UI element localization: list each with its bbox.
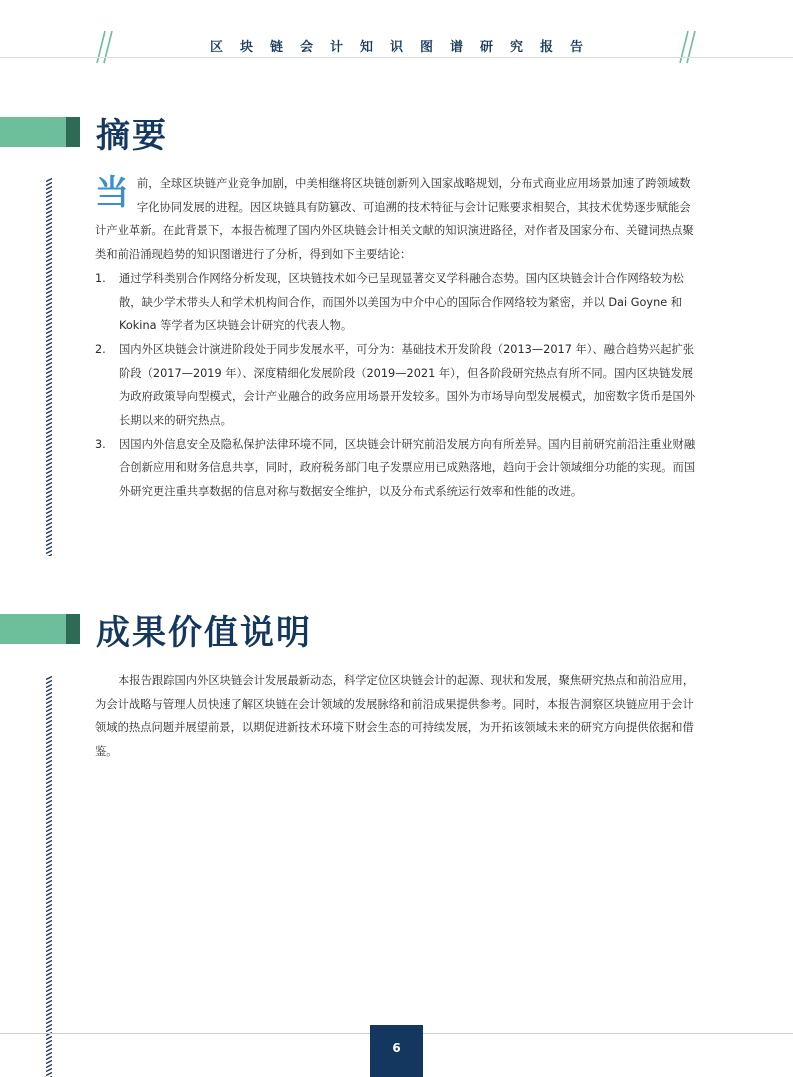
- list-item-text: 通过学科类别合作网络分析发现，区块链技术如今已呈现显著交叉学科融合态势。国内区块链会计合作网络较为松散，缺少学术带头人和学术机构间合作，而国外以美国为中介中心的国际合作网络较为紧密，并以 Dai Goyne 和 Kokina 等学者为区块链会计研究的代表人物。: [119, 271, 684, 333]
- value-paragraph: 本报告跟踪国内外区块链会计发展最新动态，科学定位区块链会计的起源、现状和发展，聚焦研究热点和前沿应用，为会计战略与管理人员快速了解区块链在会计领域的发展脉络和前沿成果提供参考。同时，本报告洞察区块链应用于会计领域的热点问题并展望前景，以期促进新技术环境下财会生态的可持续发展，为开拓该领域未来的研究方向提供依据和借鉴。: [95, 674, 695, 759]
- page-number: 6: [370, 1025, 423, 1077]
- list-item-number: 1.: [95, 271, 106, 285]
- side-rail-decoration: [46, 178, 52, 556]
- section-marker-abstract: [0, 117, 80, 147]
- list-item: [95, 433, 700, 504]
- section-marker-value: [0, 614, 80, 644]
- list-item-number: 3.: [95, 437, 106, 451]
- side-rail-decoration-lower: [46, 676, 52, 1077]
- list-item-text: 因国内外信息安全及隐私保护法律环境不同，区块链会计研究前沿发展方向有所差异。国内目前研究前沿注重业财融合创新应用和财务信息共享，同时，政府税务部门电子发票应用已成熟落地，趋向于会计领域细分功能的实现。而国外研究更注重共享数据的信息对称与数据安全维护，以及分布式系统运行效率和性能的改进。: [119, 437, 696, 499]
- value-body: [95, 669, 700, 764]
- abstract-intro-paragraph: 前，全球区块链产业竞争加剧，中美相继将区块链创新列入国家战略规划，分布式商业应用场景加速了跨领域数字化协同发展的进程。因区块链具有防篡改、可追溯的技术特征与会计记账要求相契合，其技术优势逐步赋能会计产业革新。在此背景下，本报告梳理了国内外区块链会计相关文献的知识演进路径，对作者及国家分布、关键词热点聚类和前沿涌现趋势的知识图谱进行了分析，得到如下主要结论：: [95, 177, 694, 262]
- header-divider: [0, 57, 793, 58]
- dropcap-letter: 当: [95, 173, 129, 213]
- list-item-text: 国内外区块链会计演进阶段处于同步发展水平，可分为：基础技术开发阶段（2013—2017 年）、融合趋势兴起扩张阶段（2017—2019 年）、深度精细化发展阶段（2019—2021 年），但各阶段研究热点有所不同。国内区块链发展为政府政策导向型模式，会计产业融合的政务应用场景开发较多。国外为市场导向型发展模式，加密数字货币是国外长期以来的研究热点。: [119, 342, 696, 428]
- conclusion-list: [95, 267, 700, 504]
- list-item: [95, 338, 700, 433]
- list-item: [95, 267, 700, 338]
- section-title-abstract: 摘要: [96, 116, 168, 156]
- list-item-number: 2.: [95, 342, 106, 356]
- report-header-title: 区块链会计知识图谱研究报告: [209, 40, 600, 55]
- header-slash-decoration-right: [678, 30, 698, 64]
- abstract-body: [95, 172, 700, 504]
- section-title-value: 成果价值说明: [96, 613, 312, 653]
